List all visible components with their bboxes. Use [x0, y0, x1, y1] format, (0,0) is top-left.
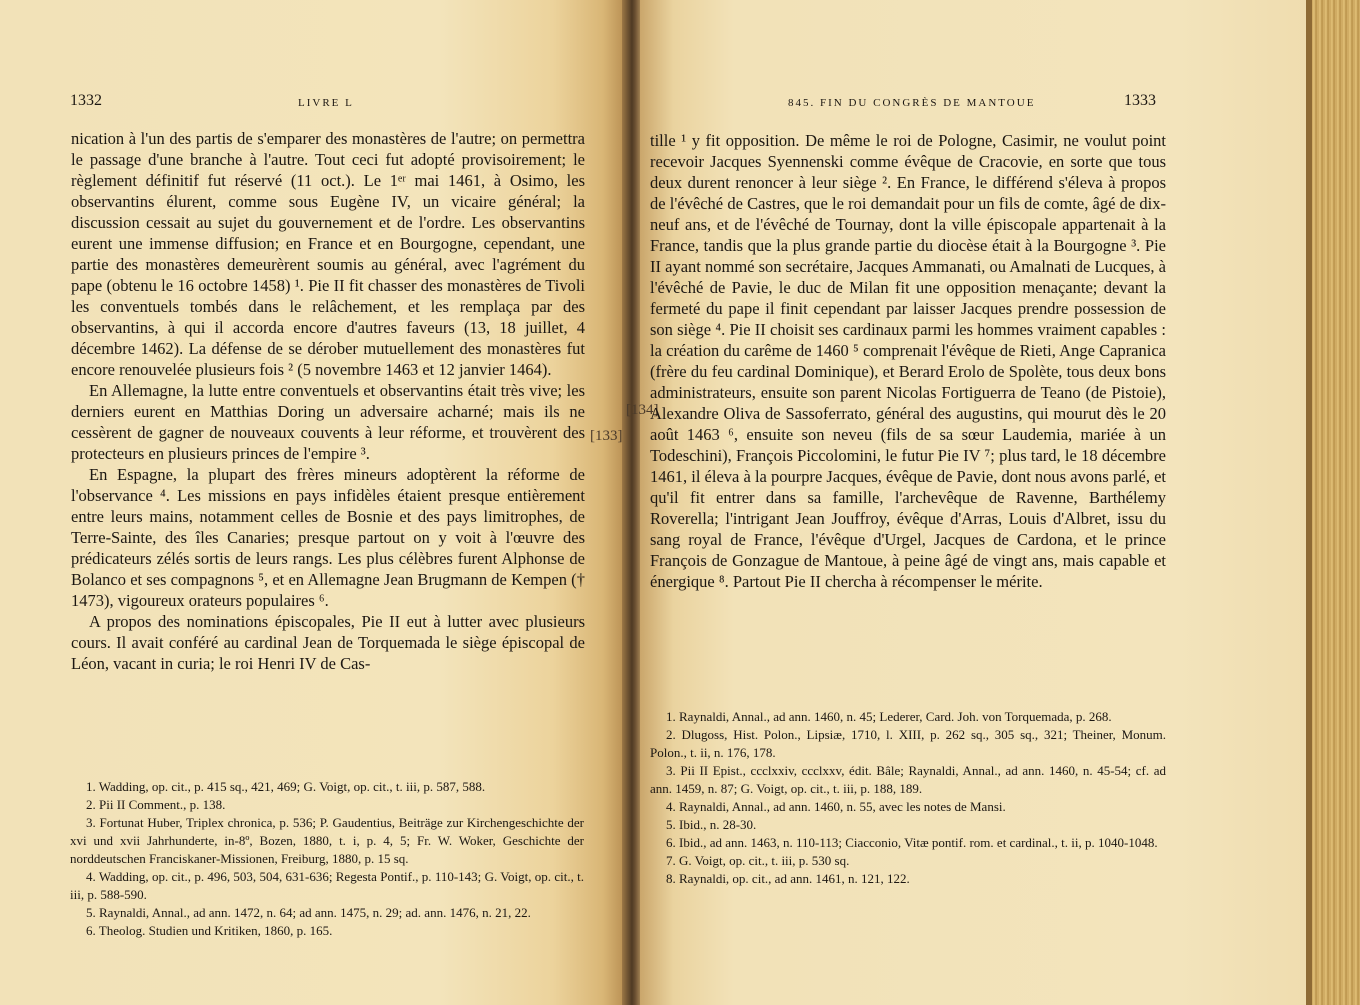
right-footnotes [650, 708, 1166, 888]
paragraph: tille ¹ y fit opposition. De même le roi de Pologne, Casimir, ne voulut point recevoir Jacques Syennenski comme évêque de Cracovie, en sorte que tous deux durent renoncer à leur siège ². En France, le différend s'éleva à propos de l'évêché de Castres, que le roi demandait pour un fils de comte, âgé de dix-neuf ans, et de l'évêché de Tournay, dont la ville épiscopale appartenait à la France, tandis que la plus grande partie du diocèse était à la Bourgogne ³. Pie II ayant nommé son secrétaire, Jacques Ammanati, ou Amalnati de Lucques, à l'évêché de Pavie, le duc de Milan fit une opposition menaçante; devant la fermeté du pape il finit cependant par laisser Jacques prendre possession de son siège ⁴. Pie II choisit ses cardinaux parmi les hommes vraiment capables : la création du carême de 1460 ⁵ comprenait l'évêque de Rieti, Ange Capranica (frère du feu cardinal Dominique), et Berard Erolo de Spolète, tous deux bons administrateurs, ensuite son parent Nicolas Fortiguerra de Teano (de Pistoie), Alexandre Oliva de Sassoferrato, général des augustins, qui mourut dès le 20 août 1463 ⁶, ensuite son neveu (fils de sa sœur Laudemia, mariée à un Todeschini), François Piccolomini, le futur Pie IV ⁷; plus tard, le 18 décembre 1461, il éleva à la pourpre Jacques, évêque de Pavie, dont nous avons parlé, et qu'il fit entrer dans sa famille, l'archevêque de Ravenne, Barthélemy Roverella; l'intrigant Jean Jouffroy, évêque d'Arras, Louis d'Albret, issu du sang royal de France, l'évêque d'Urgel, Jacques de Cardona, et le prince François de Gonzague de Mantoue, à peine âgé de vingt ans, mais capable et énergique ⁸. Partout Pie II chercha à récompenser le mérite. [650, 131, 1166, 591]
left-footnotes [70, 778, 584, 940]
margin-note-right: [134] [626, 402, 659, 418]
footnote: 2. Pii II Comment., p. 138. [86, 797, 226, 812]
footnote: 8. Raynaldi, op. cit., ad ann. 1461, n. 121, 122. [666, 871, 910, 886]
paragraph: En Espagne, la plupart des frères mineurs adoptèrent la réforme de l'observance ⁴. Les missions en pays infidèles étaient presque entièrement entre leurs mains, notamment celles de Bosnie et des pays limitrophes, de Terre-Sainte, des îles Canaries; presque partout on y voit à l'œuvre des prédicateurs zélés sortis de leurs rangs. Les plus célèbres furent Alphonse de Bolanco et ses compagnons ⁵, et en Allemagne Jean Brugmann de Kempen († 1473), vigoureux orateurs populaires ⁶. [71, 465, 585, 610]
footnote: 7. G. Voigt, op. cit., t. iii, p. 530 sq. [666, 853, 850, 868]
right-body-text [650, 130, 1166, 592]
footnote: 6. Ibid., ad ann. 1463, n. 110-113; Ciacconio, Vitæ pontif. rom. et cardinal., t. ii, p. 1040-1048. [666, 835, 1158, 850]
footnote: 1. Wadding, op. cit., p. 415 sq., 421, 469; G. Voigt, op. cit., t. iii, p. 587, 588. [86, 779, 486, 794]
left-body-text [71, 128, 585, 674]
running-head-left: LIVRE L [298, 97, 354, 109]
footnote: 3. Fortunat Huber, Triplex chronica, p. 536; P. Gaudentius, Beiträge zur Kirchengeschichte der xvi und xvii Jahrhunderte, in-8º, Bozen, 1880, t. i, p. 4, 5; Fr. W. Woker, Geschichte der norddeutschen Franciskaner-Missionen, Freiburg, 1880, p. 15 sq. [70, 815, 584, 866]
footnote: 4. Raynaldi, Annal., ad ann. 1460, n. 55, avec les notes de Mansi. [666, 799, 1006, 814]
page-number-left: 1332 [70, 92, 102, 109]
paragraph: nication à l'un des partis de s'emparer des monastères de l'autre; on permettra le passage d'une branche à l'autre. Tout ceci fut adopté provisoirement; le règlement définitif fut réservé (11 oct.). Le 1ᵉʳ mai 1461, à Osimo, les observantins élurent, comme sous Eugène IV, un vicaire général; la discussion cessait au sujet du gouvernement et de l'ordre. Les observantins eurent une immense diffusion; en France et en Bourgogne, cependant, une partie des monastères demeurèrent soumis au général, avec l'agrément du pape (obtenu le 16 octobre 1458) ¹. Pie II fit chasser des monastères de Tivoli les conventuels tombés dans le relâchement, et les remplaça par des observantins, à qui il accorda encore d'autres faveurs (13, 18 juillet, 4 décembre 1462). La défense de se dérober mutuellement des monastères fut encore renouvelée plusieurs fois ² (5 novembre 1463 et 12 janvier 1464). [71, 129, 585, 379]
footnote: 6. Theolog. Studien und Kritiken, 1860, p. 165. [86, 923, 333, 938]
page-number-right: 1333 [1124, 92, 1156, 109]
paragraph: A propos des nominations épiscopales, Pie II eut à lutter avec plusieurs cours. Il avait conféré au cardinal Jean de Torquemada le siège épiscopal de Léon, vacant in curia; le roi Henri IV de Cas- [71, 612, 585, 673]
page-edges [1306, 0, 1360, 1005]
left-page [0, 0, 628, 1005]
right-page [626, 0, 1312, 1005]
paragraph: En Allemagne, la lutte entre conventuels et observantins était très vive; les derniers eurent en Matthias Doring un adversaire acharné; mais ils ne cessèrent de gagner de nouveaux couvents à leur réforme, et trouvèrent des protecteurs en plusieurs princes de l'empire ³. [71, 381, 585, 463]
footnote: 5. Ibid., n. 28-30. [666, 817, 757, 832]
footnote: 1. Raynaldi, Annal., ad ann. 1460, n. 45; Lederer, Card. Joh. von Torquemada, p. 268. [666, 709, 1112, 724]
footnote: 3. Pii II Epist., ccclxxiv, ccclxxv, édit. Bâle; Raynaldi, Annal., ad ann. 1460, n. 45-54; cf. ad ann. 1459, n. 87; G. Voigt, op. cit., t. iii, p. 188, 189. [650, 763, 1166, 796]
margin-note-left: [133] [590, 428, 623, 444]
footnote: 2. Dlugoss, Hist. Polon., Lipsiæ, 1710, l. XIII, p. 262 sq., 305 sq., 321; Theiner, Monum. Polon., t. ii, n. 176, 178. [650, 727, 1166, 760]
running-head-right: 845. FIN DU CONGRÈS DE MANTOUE [788, 97, 1036, 109]
footnote: 4. Wadding, op. cit., p. 496, 503, 504, 631-636; Regesta Pontif., p. 110-143; G. Voigt, op. cit., t. iii, p. 588-590. [70, 869, 584, 902]
footnote: 5. Raynaldi, Annal., ad ann. 1472, n. 64; ad ann. 1475, n. 29; ad. ann. 1476, n. 21, 22. [86, 905, 531, 920]
